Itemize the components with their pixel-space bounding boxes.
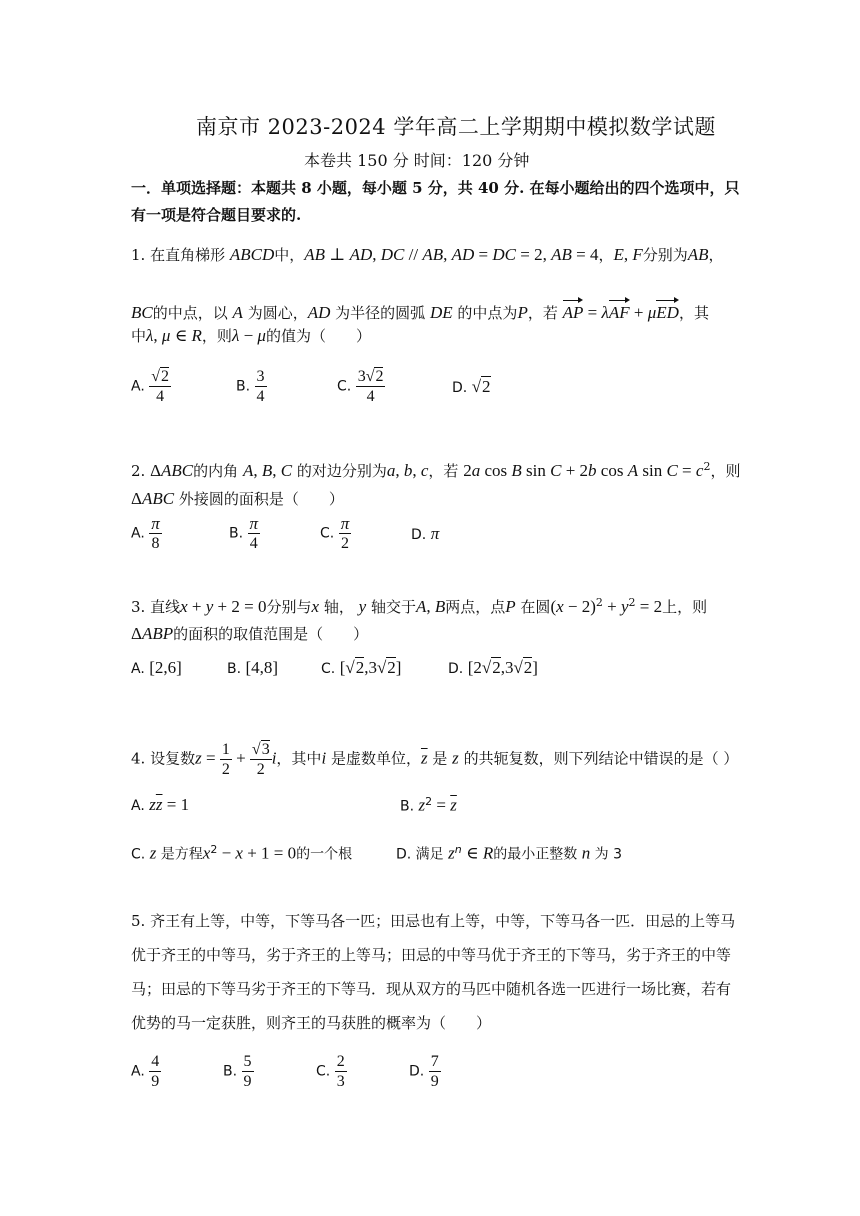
q2-option-a[interactable]: A. $\frac{\pi}{8}$ <box>131 514 160 552</box>
q5-option-b[interactable]: B. $\frac{5}{9}$ <box>223 1053 252 1090</box>
q1-option-a[interactable]: A. $\frac{√2}{4}$ <box>131 368 170 405</box>
q5-line3: 马；田忌的下等马劣于齐王的下等马．现从双方的马匹中随机各选一匹进行一场比赛，若有 <box>131 980 732 998</box>
q3-line1: 3. 直线x + y + 2 = 0分别与x 轴， y 轴交于A, B两点，点P 在圆$(x - 2)^2 + y^2 = 2$上，则 <box>131 596 708 616</box>
q4-option-b[interactable]: B. $z^2 = \overline{z}$ <box>400 795 457 815</box>
q1-option-c[interactable]: C. $\frac{3√2}{4}$ <box>337 368 384 405</box>
q2-option-d[interactable]: D. π <box>411 524 440 543</box>
q5-line2: 优于齐王的中等马，劣于齐王的上等马；田忌的中等马优于齐王的下等马，劣于齐王的中等 <box>131 946 732 964</box>
q2-option-b[interactable]: B. $\frac{\pi}{4}$ <box>229 514 259 552</box>
q5-option-d[interactable]: D. $\frac{7}{9}$ <box>409 1053 439 1090</box>
q4-option-c[interactable]: C. z 是方程$x^2 - x + 1 = 0$的一个根 <box>131 843 353 863</box>
q3-line2: ΔABP的面积的取值范围是（ ） <box>131 624 369 643</box>
q1-option-b[interactable]: B. $\frac{3}{4}$ <box>236 368 265 405</box>
q2-line1: 2. ΔABC的内角 A, B, C 的对边分别为a, b, c，若 2a cos B sin C + 2b cos A $\sin C = c^2$，则 <box>131 460 741 480</box>
q3-option-b[interactable]: B. [4,8] <box>227 658 279 677</box>
section-heading-line1: 一．单项选择题：本题共 8 小题，每小题 5 分，共 40 分. 在每小题给出的四个选项中，只 <box>131 179 740 197</box>
q4-option-a[interactable]: A. $z\overline{z} = 1$ <box>131 795 190 814</box>
section-heading-line2: 有一项是符合题目要求的. <box>131 206 302 224</box>
q3-option-c[interactable]: C. [√2,3√2] <box>321 658 402 677</box>
q1-line1: 1. 在直角梯形 ABCD中，AB ⊥ AD, DC // AB, AD = DC = 2, AB = 4，E, F分别为AB， <box>131 245 724 264</box>
q5-line4: 优势的马一定获胜，则齐王的马获胜的概率为（ ） <box>131 1014 492 1032</box>
q4-option-d[interactable]: D. 满足 $z^n$ ∈ R的最小正整数 n 为 3 <box>396 843 622 863</box>
exam-title: 南京市 2023-2024 学年高二上学期期中模拟数学试题 <box>196 115 716 139</box>
q5-line1: 5. 齐王有上等，中等，下等马各一匹；田忌也有上等，中等，下等马各一匹．田忌的上等马 <box>131 912 736 930</box>
q2-line2: ΔABC 外接圆的面积是（ ） <box>131 489 344 508</box>
q3-option-a[interactable]: A. [2,6] <box>131 658 182 677</box>
q5-option-a[interactable]: A. $\frac{4}{9}$ <box>131 1053 160 1090</box>
q2-option-c[interactable]: C. $\frac{\pi}{2}$ <box>320 514 350 552</box>
q1-line3: 中λ, μ ∈ R，则λ − μ的值为（ ） <box>131 326 371 345</box>
q5-option-c[interactable]: C. $\frac{2}{3}$ <box>316 1053 345 1090</box>
q1-option-d[interactable]: D. √2 <box>452 377 491 396</box>
exam-meta: 本卷共 150 分 时间：120 分钟 <box>304 151 530 170</box>
q1-line2: BC的中点，以 A 为圆心，AD 为半径的圆弧 DE 的中点为P，若 AP = λAF + μED，其 <box>131 303 709 322</box>
q3-option-d[interactable]: D. [2√2,3√2] <box>448 658 538 677</box>
q4-line1: 4. 设复数z = $\frac{1}{2}$ + $\frac{√3}{2}$ i，其中i 是虚数单位，$\overline{z}$ 是 z 的共轭复数，则下列结论中错误的是（ ） <box>131 741 739 778</box>
